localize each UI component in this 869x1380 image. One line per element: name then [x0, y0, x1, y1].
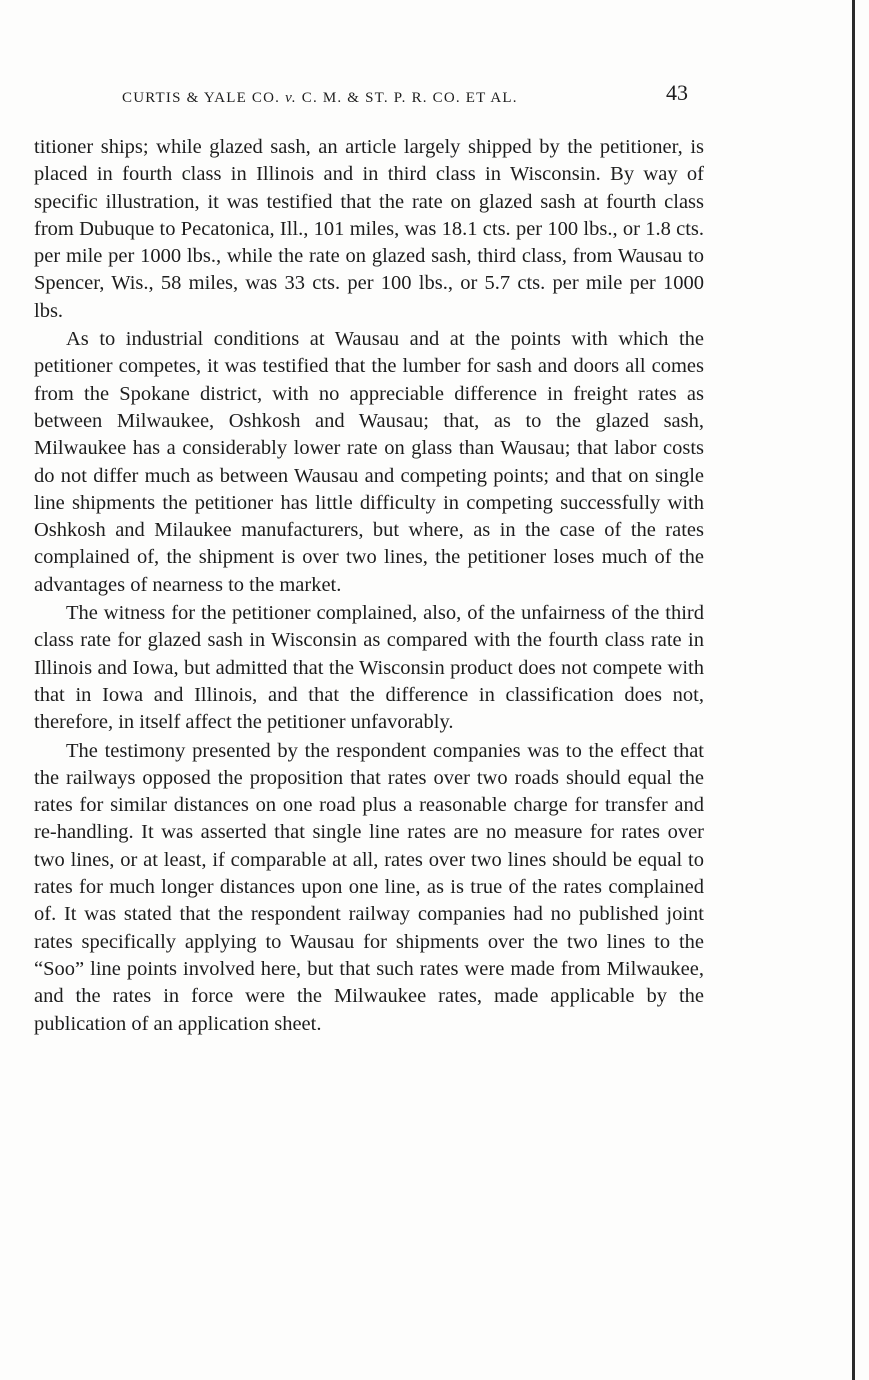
running-head-right: C. M. & ST. P. R. CO. ET AL.	[301, 90, 518, 106]
paragraph-respondent-testimony: The testimony presented by the respondent companies was to the effect that the railways opposed the proposition that rates over two roads should equal the rates for similar distances on one road plus a reasonable charge for transfer and re-handling. It was asserted that single line rates are no measure for rates over two lines, or at least, if comparable at all, rates over two lines should be equal to rates for much longer distances upon one line, as is true of the rates complained of. It was stated that the respondent railway companies had no published joint rates specifically applying to Wausau for shipments over the two lines to the “Soo” line points involved here, but that such rates were made from Milwaukee, and the rates in force were the Milwaukee rates, made applicable by the publication of an application sheet.	[34, 739, 704, 1035]
body-text	[34, 134, 704, 1038]
paragraph-industrial-conditions: As to industrial conditions at Wausau and at the points with which the petitioner competes, it was testified that the lumber for sash and doors all comes from the Spokane district, with no appreciable difference in freight rates as between Milwaukee, Oshkosh and Wausau; that, as to the glazed sash, Milwaukee has a considerably lower rate on glass than Wausau; that labor costs do not differ much as between Wausau and competing points; and that on single line shipments the petitioner has little difficulty in competing successfully with Oshkosh and Milaukee manufacturers, but where, as in the case of the rates complained of, the shipment is over two lines, the petitioner loses much of the advantages of nearness to the market.	[34, 328, 704, 596]
running-head	[122, 90, 518, 107]
page-header	[34, 80, 694, 110]
paragraph-witness-complaint: The witness for the petitioner complained, also, of the unfairness of the third class rate for glazed sash in Wisconsin as compared with the fourth class rate in Illinois and Iowa, but admitted that the Wisconsin product does not compete with that in Iowa and Illinois, and that the difference in classification does not, therefore, in itself affect the petitioner unfavorably.	[34, 602, 704, 734]
page-number: 43	[666, 80, 688, 105]
paragraph-continuation: titioner ships; while glazed sash, an article largely shipped by the petitioner, is placed in fourth class in Illinois and in third class in Wisconsin. By way of specific illustration, it was testified that the rate on glazed sash at fourth class from Dubuque to Pecatonica, Ill., 101 miles, was 18.1 cts. per 100 lbs., or 1.8 cts. per mile per 1000 lbs., while the rate on glazed sash, third class, from Wausau to Spencer, Wis., 58 miles, was 33 cts. per 100 lbs., or 5.7 cts. per mile per 1000 lbs.	[34, 136, 704, 322]
running-head-left: CURTIS & YALE CO.	[122, 90, 281, 106]
running-head-versus: v.	[285, 90, 297, 106]
page-edge-divider	[852, 0, 855, 1380]
